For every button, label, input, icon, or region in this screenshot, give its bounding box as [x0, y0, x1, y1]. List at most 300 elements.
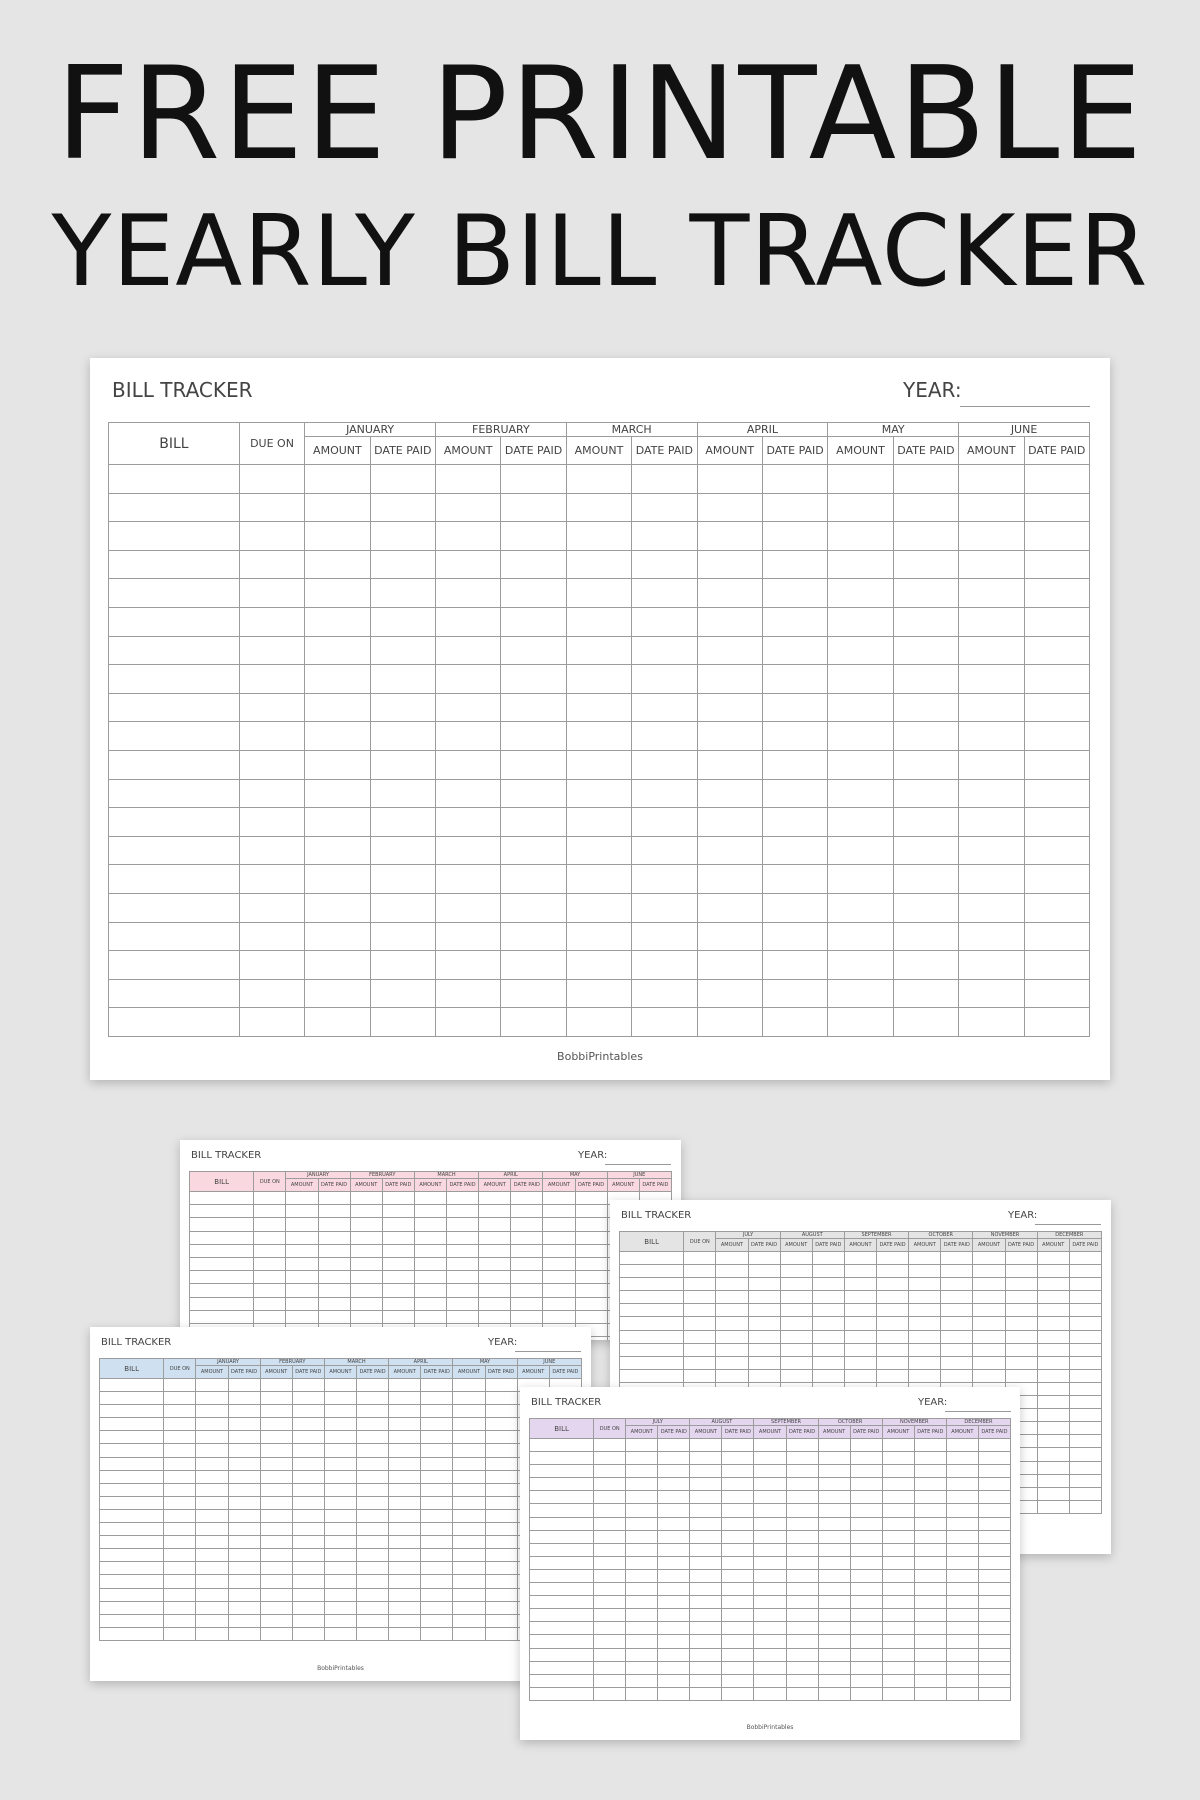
table-cell[interactable] [196, 1431, 228, 1444]
table-cell[interactable] [941, 1252, 973, 1265]
table-cell[interactable] [370, 836, 435, 865]
table-cell[interactable] [658, 1530, 690, 1543]
table-cell[interactable] [1005, 1317, 1037, 1330]
table-cell[interactable] [697, 836, 762, 865]
table-cell[interactable] [485, 1483, 517, 1496]
table-cell[interactable] [164, 1614, 196, 1627]
table-cell[interactable] [828, 922, 893, 951]
table-cell[interactable] [946, 1517, 978, 1530]
table-cell[interactable] [754, 1674, 786, 1687]
table-cell[interactable] [575, 1244, 607, 1257]
table-cell[interactable] [697, 579, 762, 608]
table-cell[interactable] [658, 1596, 690, 1609]
table-cell[interactable] [421, 1392, 453, 1405]
table-cell[interactable] [421, 1536, 453, 1549]
table-cell[interactable] [828, 951, 893, 980]
table-cell[interactable] [786, 1635, 818, 1648]
table-cell[interactable] [389, 1470, 421, 1483]
year-input-line[interactable] [515, 1351, 581, 1352]
table-cell[interactable] [882, 1635, 914, 1648]
table-cell[interactable] [286, 1271, 318, 1284]
table-cell[interactable] [632, 865, 697, 894]
table-cell[interactable] [109, 836, 240, 865]
table-cell[interactable] [812, 1278, 844, 1291]
table-cell[interactable] [286, 1284, 318, 1297]
table-cell[interactable] [1037, 1422, 1069, 1435]
table-cell[interactable] [594, 1635, 626, 1648]
table-cell[interactable] [239, 1008, 304, 1037]
table-cell[interactable] [1005, 1252, 1037, 1265]
table-cell[interactable] [762, 836, 827, 865]
table-cell[interactable] [877, 1317, 909, 1330]
table-cell[interactable] [109, 808, 240, 837]
table-cell[interactable] [530, 1661, 594, 1674]
table-cell[interactable] [946, 1530, 978, 1543]
table-cell[interactable] [239, 750, 304, 779]
table-cell[interactable] [850, 1609, 882, 1622]
table-cell[interactable] [978, 1674, 1010, 1687]
table-cell[interactable] [697, 779, 762, 808]
table-cell[interactable] [421, 1418, 453, 1431]
table-cell[interactable] [196, 1562, 228, 1575]
table-cell[interactable] [877, 1330, 909, 1343]
table-cell[interactable] [435, 636, 500, 665]
table-cell[interactable] [453, 1379, 485, 1392]
table-cell[interactable] [109, 893, 240, 922]
table-cell[interactable] [632, 550, 697, 579]
table-cell[interactable] [389, 1457, 421, 1470]
table-cell[interactable] [357, 1614, 389, 1627]
table-cell[interactable] [421, 1509, 453, 1522]
table-cell[interactable] [357, 1457, 389, 1470]
table-cell[interactable] [389, 1601, 421, 1614]
table-cell[interactable] [690, 1674, 722, 1687]
table-cell[interactable] [530, 1583, 594, 1596]
table-cell[interactable] [632, 808, 697, 837]
table-cell[interactable] [978, 1661, 1010, 1674]
table-cell[interactable] [959, 865, 1024, 894]
table-cell[interactable] [844, 1369, 876, 1382]
table-cell[interactable] [697, 550, 762, 579]
table-cell[interactable] [828, 693, 893, 722]
table-cell[interactable] [196, 1444, 228, 1457]
table-cell[interactable] [850, 1569, 882, 1582]
table-cell[interactable] [190, 1271, 254, 1284]
table-cell[interactable] [164, 1431, 196, 1444]
table-cell[interactable] [978, 1530, 1010, 1543]
table-cell[interactable] [575, 1297, 607, 1310]
table-cell[interactable] [658, 1517, 690, 1530]
table-cell[interactable] [292, 1496, 324, 1509]
table-cell[interactable] [324, 1549, 356, 1562]
table-cell[interactable] [324, 1588, 356, 1601]
table-cell[interactable] [722, 1491, 754, 1504]
table-cell[interactable] [914, 1622, 946, 1635]
table-cell[interactable] [479, 1218, 511, 1231]
table-cell[interactable] [1024, 465, 1090, 494]
table-cell[interactable] [382, 1218, 414, 1231]
table-cell[interactable] [435, 893, 500, 922]
table-cell[interactable] [959, 579, 1024, 608]
table-cell[interactable] [716, 1291, 748, 1304]
table-cell[interactable] [530, 1439, 594, 1452]
table-cell[interactable] [684, 1330, 716, 1343]
table-cell[interactable] [973, 1330, 1005, 1343]
table-cell[interactable] [530, 1674, 594, 1687]
table-cell[interactable] [350, 1231, 382, 1244]
table-cell[interactable] [959, 693, 1024, 722]
table-cell[interactable] [164, 1536, 196, 1549]
table-cell[interactable] [1005, 1265, 1037, 1278]
table-cell[interactable] [511, 1231, 543, 1244]
table-cell[interactable] [196, 1496, 228, 1509]
table-cell[interactable] [1024, 1008, 1090, 1037]
table-cell[interactable] [780, 1330, 812, 1343]
table-cell[interactable] [109, 951, 240, 980]
table-cell[interactable] [893, 493, 958, 522]
table-cell[interactable] [762, 607, 827, 636]
table-cell[interactable] [292, 1431, 324, 1444]
table-cell[interactable] [453, 1509, 485, 1522]
table-cell[interactable] [239, 922, 304, 951]
table-cell[interactable] [292, 1562, 324, 1575]
table-cell[interactable] [722, 1439, 754, 1452]
table-cell[interactable] [844, 1317, 876, 1330]
table-cell[interactable] [1024, 493, 1090, 522]
table-cell[interactable] [914, 1596, 946, 1609]
table-cell[interactable] [100, 1523, 164, 1536]
table-cell[interactable] [973, 1304, 1005, 1317]
table-cell[interactable] [501, 522, 566, 551]
table-cell[interactable] [754, 1635, 786, 1648]
table-cell[interactable] [684, 1369, 716, 1382]
table-cell[interactable] [748, 1291, 780, 1304]
table-cell[interactable] [697, 465, 762, 494]
table-cell[interactable] [1005, 1291, 1037, 1304]
table-cell[interactable] [109, 1008, 240, 1037]
table-cell[interactable] [882, 1517, 914, 1530]
table-cell[interactable] [228, 1444, 260, 1457]
table-cell[interactable] [357, 1418, 389, 1431]
table-cell[interactable] [1024, 779, 1090, 808]
table-cell[interactable] [485, 1614, 517, 1627]
table-cell[interactable] [370, 465, 435, 494]
table-cell[interactable] [722, 1687, 754, 1700]
table-cell[interactable] [1024, 665, 1090, 694]
table-cell[interactable] [690, 1661, 722, 1674]
table-cell[interactable] [626, 1622, 658, 1635]
table-cell[interactable] [190, 1218, 254, 1231]
table-cell[interactable] [594, 1530, 626, 1543]
table-cell[interactable] [370, 979, 435, 1008]
table-cell[interactable] [286, 1218, 318, 1231]
table-cell[interactable] [780, 1369, 812, 1382]
table-cell[interactable] [530, 1687, 594, 1700]
table-cell[interactable] [305, 750, 370, 779]
table-cell[interactable] [722, 1556, 754, 1569]
table-cell[interactable] [414, 1310, 446, 1323]
table-cell[interactable] [566, 779, 631, 808]
table-cell[interactable] [658, 1661, 690, 1674]
table-cell[interactable] [190, 1192, 254, 1205]
table-cell[interactable] [357, 1627, 389, 1640]
table-cell[interactable] [893, 550, 958, 579]
table-cell[interactable] [762, 665, 827, 694]
table-cell[interactable] [844, 1330, 876, 1343]
table-cell[interactable] [658, 1556, 690, 1569]
table-cell[interactable] [620, 1317, 684, 1330]
table-cell[interactable] [850, 1517, 882, 1530]
table-cell[interactable] [786, 1504, 818, 1517]
table-cell[interactable] [882, 1504, 914, 1517]
table-cell[interactable] [748, 1369, 780, 1382]
table-cell[interactable] [1024, 922, 1090, 951]
table-cell[interactable] [357, 1431, 389, 1444]
table-cell[interactable] [722, 1635, 754, 1648]
table-cell[interactable] [260, 1549, 292, 1562]
table-cell[interactable] [109, 607, 240, 636]
table-cell[interactable] [370, 922, 435, 951]
table-cell[interactable] [370, 665, 435, 694]
table-cell[interactable] [228, 1509, 260, 1522]
table-cell[interactable] [389, 1431, 421, 1444]
table-cell[interactable] [196, 1457, 228, 1470]
table-cell[interactable] [909, 1291, 941, 1304]
table-cell[interactable] [421, 1601, 453, 1614]
table-cell[interactable] [501, 636, 566, 665]
table-cell[interactable] [594, 1556, 626, 1569]
table-cell[interactable] [626, 1674, 658, 1687]
table-cell[interactable] [828, 607, 893, 636]
table-cell[interactable] [479, 1231, 511, 1244]
table-cell[interactable] [485, 1379, 517, 1392]
table-cell[interactable] [164, 1496, 196, 1509]
table-cell[interactable] [754, 1596, 786, 1609]
table-cell[interactable] [260, 1614, 292, 1627]
table-cell[interactable] [959, 607, 1024, 636]
table-cell[interactable] [575, 1205, 607, 1218]
table-cell[interactable] [690, 1556, 722, 1569]
table-cell[interactable] [973, 1369, 1005, 1382]
table-cell[interactable] [658, 1648, 690, 1661]
table-cell[interactable] [447, 1271, 479, 1284]
table-cell[interactable] [254, 1271, 286, 1284]
table-cell[interactable] [762, 1008, 827, 1037]
table-cell[interactable] [575, 1231, 607, 1244]
table-cell[interactable] [190, 1310, 254, 1323]
table-cell[interactable] [485, 1509, 517, 1522]
table-cell[interactable] [1005, 1369, 1037, 1382]
table-cell[interactable] [1024, 893, 1090, 922]
table-cell[interactable] [844, 1356, 876, 1369]
table-cell[interactable] [690, 1504, 722, 1517]
table-cell[interactable] [164, 1405, 196, 1418]
table-cell[interactable] [370, 550, 435, 579]
table-cell[interactable] [818, 1674, 850, 1687]
table-cell[interactable] [566, 893, 631, 922]
table-cell[interactable] [350, 1244, 382, 1257]
table-cell[interactable] [893, 579, 958, 608]
table-cell[interactable] [501, 865, 566, 894]
table-cell[interactable] [828, 808, 893, 837]
table-cell[interactable] [941, 1278, 973, 1291]
table-cell[interactable] [697, 865, 762, 894]
table-cell[interactable] [370, 493, 435, 522]
table-cell[interactable] [305, 693, 370, 722]
table-cell[interactable] [435, 836, 500, 865]
table-cell[interactable] [389, 1562, 421, 1575]
table-cell[interactable] [370, 722, 435, 751]
table-cell[interactable] [1024, 750, 1090, 779]
table-cell[interactable] [828, 865, 893, 894]
table-cell[interactable] [877, 1278, 909, 1291]
table-cell[interactable] [1037, 1291, 1069, 1304]
table-cell[interactable] [1069, 1317, 1101, 1330]
table-cell[interactable] [882, 1648, 914, 1661]
table-cell[interactable] [530, 1635, 594, 1648]
table-cell[interactable] [786, 1674, 818, 1687]
table-cell[interactable] [530, 1452, 594, 1465]
table-cell[interactable] [239, 550, 304, 579]
table-cell[interactable] [292, 1444, 324, 1457]
table-cell[interactable] [109, 922, 240, 951]
table-cell[interactable] [1069, 1422, 1101, 1435]
table-cell[interactable] [626, 1648, 658, 1661]
table-cell[interactable] [286, 1192, 318, 1205]
table-cell[interactable] [530, 1556, 594, 1569]
table-cell[interactable] [389, 1588, 421, 1601]
table-cell[interactable] [594, 1465, 626, 1478]
table-cell[interactable] [292, 1418, 324, 1431]
table-cell[interactable] [100, 1418, 164, 1431]
table-cell[interactable] [1005, 1304, 1037, 1317]
table-cell[interactable] [357, 1483, 389, 1496]
table-cell[interactable] [850, 1674, 882, 1687]
table-cell[interactable] [882, 1596, 914, 1609]
table-cell[interactable] [1024, 979, 1090, 1008]
table-cell[interactable] [786, 1569, 818, 1582]
table-cell[interactable] [658, 1543, 690, 1556]
table-cell[interactable] [914, 1687, 946, 1700]
table-cell[interactable] [882, 1465, 914, 1478]
table-cell[interactable] [254, 1310, 286, 1323]
table-cell[interactable] [318, 1205, 350, 1218]
table-cell[interactable] [318, 1310, 350, 1323]
table-cell[interactable] [421, 1431, 453, 1444]
table-cell[interactable] [305, 550, 370, 579]
table-cell[interactable] [620, 1291, 684, 1304]
table-cell[interactable] [959, 779, 1024, 808]
table-cell[interactable] [754, 1661, 786, 1674]
table-cell[interactable] [566, 579, 631, 608]
table-cell[interactable] [850, 1622, 882, 1635]
table-cell[interactable] [357, 1601, 389, 1614]
table-cell[interactable] [109, 636, 240, 665]
table-cell[interactable] [530, 1530, 594, 1543]
table-cell[interactable] [196, 1483, 228, 1496]
table-cell[interactable] [754, 1478, 786, 1491]
table-cell[interactable] [421, 1496, 453, 1509]
table-cell[interactable] [632, 522, 697, 551]
table-cell[interactable] [716, 1252, 748, 1265]
table-cell[interactable] [109, 579, 240, 608]
table-cell[interactable] [632, 579, 697, 608]
table-cell[interactable] [260, 1444, 292, 1457]
table-cell[interactable] [543, 1192, 575, 1205]
table-cell[interactable] [286, 1310, 318, 1323]
table-cell[interactable] [100, 1483, 164, 1496]
table-cell[interactable] [909, 1369, 941, 1382]
table-cell[interactable] [748, 1304, 780, 1317]
table-cell[interactable] [812, 1265, 844, 1278]
table-cell[interactable] [324, 1627, 356, 1640]
table-cell[interactable] [914, 1504, 946, 1517]
table-cell[interactable] [697, 607, 762, 636]
table-cell[interactable] [959, 922, 1024, 951]
table-cell[interactable] [1069, 1356, 1101, 1369]
table-cell[interactable] [1069, 1330, 1101, 1343]
table-cell[interactable] [828, 636, 893, 665]
table-cell[interactable] [1069, 1265, 1101, 1278]
table-cell[interactable] [882, 1452, 914, 1465]
table-cell[interactable] [690, 1491, 722, 1504]
table-cell[interactable] [762, 579, 827, 608]
table-cell[interactable] [716, 1356, 748, 1369]
table-cell[interactable] [812, 1304, 844, 1317]
table-cell[interactable] [594, 1504, 626, 1517]
table-cell[interactable] [421, 1549, 453, 1562]
table-cell[interactable] [690, 1465, 722, 1478]
table-cell[interactable] [421, 1562, 453, 1575]
table-cell[interactable] [850, 1596, 882, 1609]
table-cell[interactable] [882, 1543, 914, 1556]
table-cell[interactable] [762, 808, 827, 837]
year-input-line[interactable] [960, 406, 1090, 407]
table-cell[interactable] [164, 1444, 196, 1457]
table-cell[interactable] [973, 1278, 1005, 1291]
table-cell[interactable] [254, 1284, 286, 1297]
table-cell[interactable] [754, 1439, 786, 1452]
table-cell[interactable] [292, 1601, 324, 1614]
table-cell[interactable] [501, 922, 566, 951]
table-cell[interactable] [164, 1601, 196, 1614]
table-cell[interactable] [909, 1252, 941, 1265]
table-cell[interactable] [850, 1648, 882, 1661]
table-cell[interactable] [893, 779, 958, 808]
table-cell[interactable] [978, 1556, 1010, 1569]
table-cell[interactable] [501, 665, 566, 694]
table-cell[interactable] [716, 1330, 748, 1343]
table-cell[interactable] [414, 1218, 446, 1231]
table-cell[interactable] [239, 808, 304, 837]
table-cell[interactable] [196, 1536, 228, 1549]
table-cell[interactable] [453, 1601, 485, 1614]
table-cell[interactable] [946, 1648, 978, 1661]
table-cell[interactable] [324, 1509, 356, 1522]
table-cell[interactable] [812, 1252, 844, 1265]
table-cell[interactable] [530, 1491, 594, 1504]
table-cell[interactable] [164, 1379, 196, 1392]
table-cell[interactable] [350, 1205, 382, 1218]
table-cell[interactable] [421, 1627, 453, 1640]
table-cell[interactable] [370, 636, 435, 665]
table-cell[interactable] [973, 1291, 1005, 1304]
table-cell[interactable] [754, 1583, 786, 1596]
table-cell[interactable] [893, 1008, 958, 1037]
table-cell[interactable] [754, 1491, 786, 1504]
table-cell[interactable] [893, 465, 958, 494]
table-cell[interactable] [818, 1635, 850, 1648]
